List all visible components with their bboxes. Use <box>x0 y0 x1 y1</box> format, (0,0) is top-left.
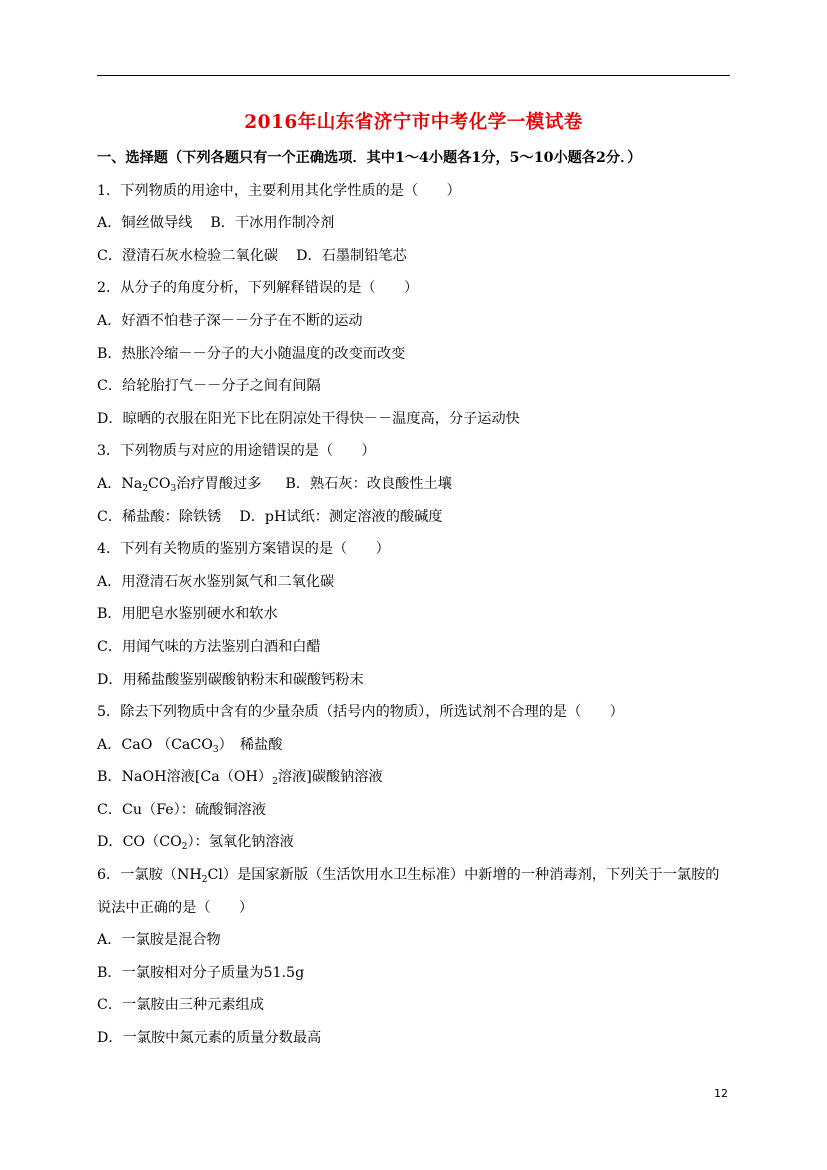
question-2-option-b: B．热胀冷缩－－分子的大小随温度的改变而改变 <box>97 345 406 362</box>
question-4-option-d: D．用稀盐酸鉴别碳酸钠粉末和碳酸钙粉末 <box>97 671 364 688</box>
question-3-options-cd <box>97 507 737 540</box>
document-body <box>97 148 737 1061</box>
document-title: 2016年山东省济宁市中考化学一模试卷 <box>244 112 583 133</box>
question-1-option-c: C．澄清石灰水检验二氧化碳 <box>97 247 279 264</box>
question-1-options-cd <box>97 246 737 279</box>
question-6-stem-continued: 说法中正确的是（ ） <box>97 899 254 916</box>
question-4-stem: 4．下列有关物质的鉴别方案错误的是（ ） <box>97 541 390 558</box>
question-4-option-c: C．用闻气味的方法鉴别白酒和白醋 <box>97 638 321 655</box>
question-3-option-a: A．$Na_2CO_3$治疗胃酸过多 <box>97 475 262 494</box>
page-number: 12 <box>714 1087 728 1100</box>
header-rule <box>97 75 730 76</box>
question-6-stem: 6．一氯胺$(NH_2Cl)$是国家新版（生活饮用水卫生标准）中新增的一种消毒剂，下列关于一氯胺的 <box>97 867 720 886</box>
question-5-option-a: A．CaO （CaCO$_3$） 稀盐酸 <box>97 736 283 755</box>
section-heading: 一、选择题（下列各题只有一个正确选项．其中1～4小题各1分，5～10小题各2分．） <box>97 150 642 166</box>
question-6-option-a: A．一氯胺是混合物 <box>97 932 221 949</box>
question-3-option-c: C．稀盐酸：除铁锈 <box>97 508 222 525</box>
question-6-option-d: D．一氯胺中氮元素的质量分数最高 <box>97 1030 322 1047</box>
question-2-option-a: A．好酒不怕巷子深－－分子在不断的运动 <box>97 312 363 329</box>
question-1-stem: 1．下列物质的用途中，主要利用其化学性质的是（ ） <box>97 182 461 199</box>
question-6-option-c: C．一氯胺由三种元素组成 <box>97 997 264 1014</box>
question-1-options-ab <box>97 213 737 246</box>
question-6-option-b: B．一氯胺相对分子质量为51.5g <box>97 964 305 981</box>
question-5-option-c: C．Cu（Fe）：硫酸铜溶液 <box>97 801 266 818</box>
question-3-option-d: D．pH试纸：测定溶液的酸碱度 <box>239 508 443 525</box>
question-3-stem: 3．下列物质与对应的用途错误的是（ ） <box>97 443 376 460</box>
question-2-option-c: C．给轮胎打气－－分子之间有间隔 <box>97 378 321 395</box>
question-1-option-b: B．干冰用作制冷剂 <box>210 215 335 232</box>
question-5-option-b: B．NaOH溶液[$Ca(OH)_2$溶液]碳酸钠溶液 <box>97 769 383 788</box>
question-4-option-a: A．用澄清石灰水鉴别氮气和二氧化碳 <box>97 573 335 590</box>
question-1-option-d: D．石墨制铅笔芯 <box>296 247 407 264</box>
question-3-option-b: B．熟石灰：改良酸性土壤 <box>285 475 452 492</box>
question-5-stem: 5．除去下列物质中含有的少量杂质（括号内的物质），所选试剂不合理的是（ ） <box>97 704 624 721</box>
question-2-stem: 2．从分子的角度分析，下列解释错误的是（ ） <box>97 280 419 297</box>
question-2-option-d: D．晾晒的衣服在阳光下比在阴凉处干得快－－温度高，分子运动快 <box>97 410 520 427</box>
question-5-option-d: D．$CO(CO_2)$：氢氧化钠溶液 <box>97 834 294 853</box>
question-3-options-ab <box>97 474 737 507</box>
question-1-option-a: A．铜丝做导线 <box>97 215 193 232</box>
question-4-option-b: B．用肥皂水鉴别硬水和软水 <box>97 606 278 623</box>
